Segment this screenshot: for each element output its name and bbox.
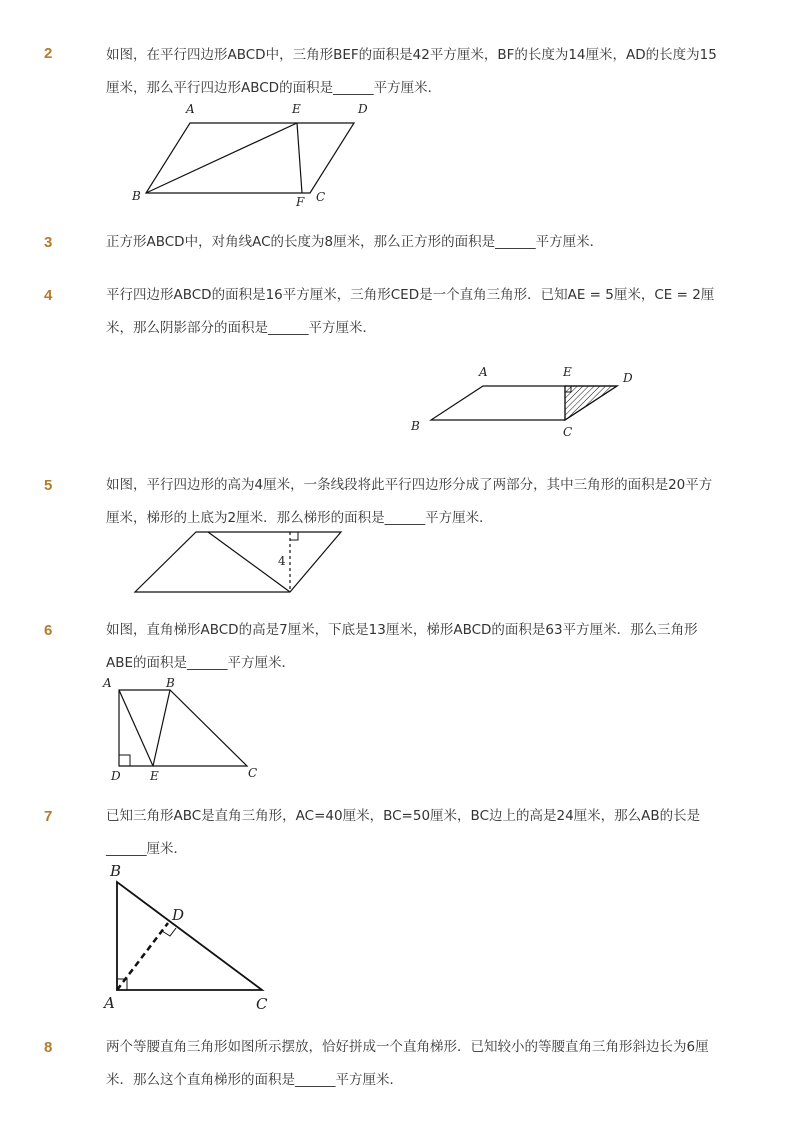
label-a: A [104, 994, 115, 1012]
trapezoid-outline [119, 690, 247, 766]
problem-number: 7 [44, 808, 53, 825]
problem-number: 6 [44, 622, 53, 639]
triangle-outline [117, 882, 262, 990]
parallelogram-outline [135, 532, 341, 592]
parallelogram-split-figure [130, 528, 350, 598]
label-b: B [411, 419, 420, 433]
problem-number: 5 [44, 477, 53, 494]
label-a: A [479, 365, 488, 379]
label-a: A [186, 102, 195, 116]
problem-text: 两个等腰直角三角形如图所示摆放，恰好拼成一个直角梯形．已知较小的等腰直角三角形斜边长为6厘米．那么这个直角梯形的面积是______平方厘米． [106, 1039, 709, 1088]
problem-text: 平行四边形ABCD的面积是16平方厘米，三角形CED是一个直角三角形．已知AE = 5厘米，CE = 2厘米，那么阴影部分的面积是______平方厘米． [106, 287, 715, 336]
segment-be [153, 690, 170, 766]
label-d: D [623, 371, 633, 385]
right-angle-mark [290, 532, 298, 540]
height-ad [117, 923, 168, 990]
label-c: C [563, 425, 573, 439]
right-trapezoid-figure [100, 672, 270, 784]
height-label: 4 [278, 554, 286, 568]
problem-text: 如图，直角梯形ABCD的高是7厘米，下底是13厘米，梯形ABCD的面积是63平方厘米．那么三角形ABE的面积是______平方厘米． [106, 622, 698, 671]
label-e: E [150, 769, 159, 783]
label-d: D [358, 102, 368, 116]
label-b: B [110, 862, 122, 880]
parallelogram-figure [120, 100, 380, 210]
label-d: D [111, 769, 121, 783]
right-angle-mark-d [162, 928, 176, 936]
label-c: C [316, 190, 326, 204]
problem-number: 3 [44, 234, 53, 251]
segment-ef [297, 123, 302, 193]
problem-number: 4 [44, 287, 53, 304]
problem-number: 8 [44, 1039, 53, 1056]
problem-text: 如图，平行四边形的高为4厘米，一条线段将此平行四边形分成了两部分，其中三角形的面积是20平方厘米，梯形的上底为2厘米．那么梯形的面积是______平方厘米． [106, 477, 713, 526]
problem-text: 如图，在平行四边形ABCD中，三角形BEF的面积是42平方厘米，BF的长度为14厘米，AD的长度为15厘米，那么平行四边形ABCD的面积是______平方厘米． [106, 47, 717, 96]
parallelogram-outline [146, 123, 354, 193]
label-d: D [172, 906, 185, 924]
label-a: A [103, 676, 112, 690]
shaded-triangle-ced [565, 386, 617, 420]
right-triangle-figure [100, 860, 280, 1020]
label-e: E [563, 365, 572, 379]
problem-text: 已知三角形ABC是直角三角形，AC=40厘米，BC=50厘米，BC边上的高是24厘米，那么AB的长是______厘米． [106, 808, 701, 857]
label-c: C [256, 995, 268, 1013]
label-f: F [296, 195, 305, 209]
problem-number: 2 [44, 45, 53, 62]
label-e: E [292, 102, 301, 116]
right-angle-mark [119, 755, 130, 766]
label-c: C [248, 766, 258, 780]
label-b: B [132, 189, 141, 203]
problem-text: 正方形ABCD中，对角线AC的长度为8厘米，那么正方形的面积是______平方厘米． [106, 234, 604, 250]
label-b: B [166, 676, 175, 690]
parallelogram-shaded-figure [405, 360, 645, 445]
